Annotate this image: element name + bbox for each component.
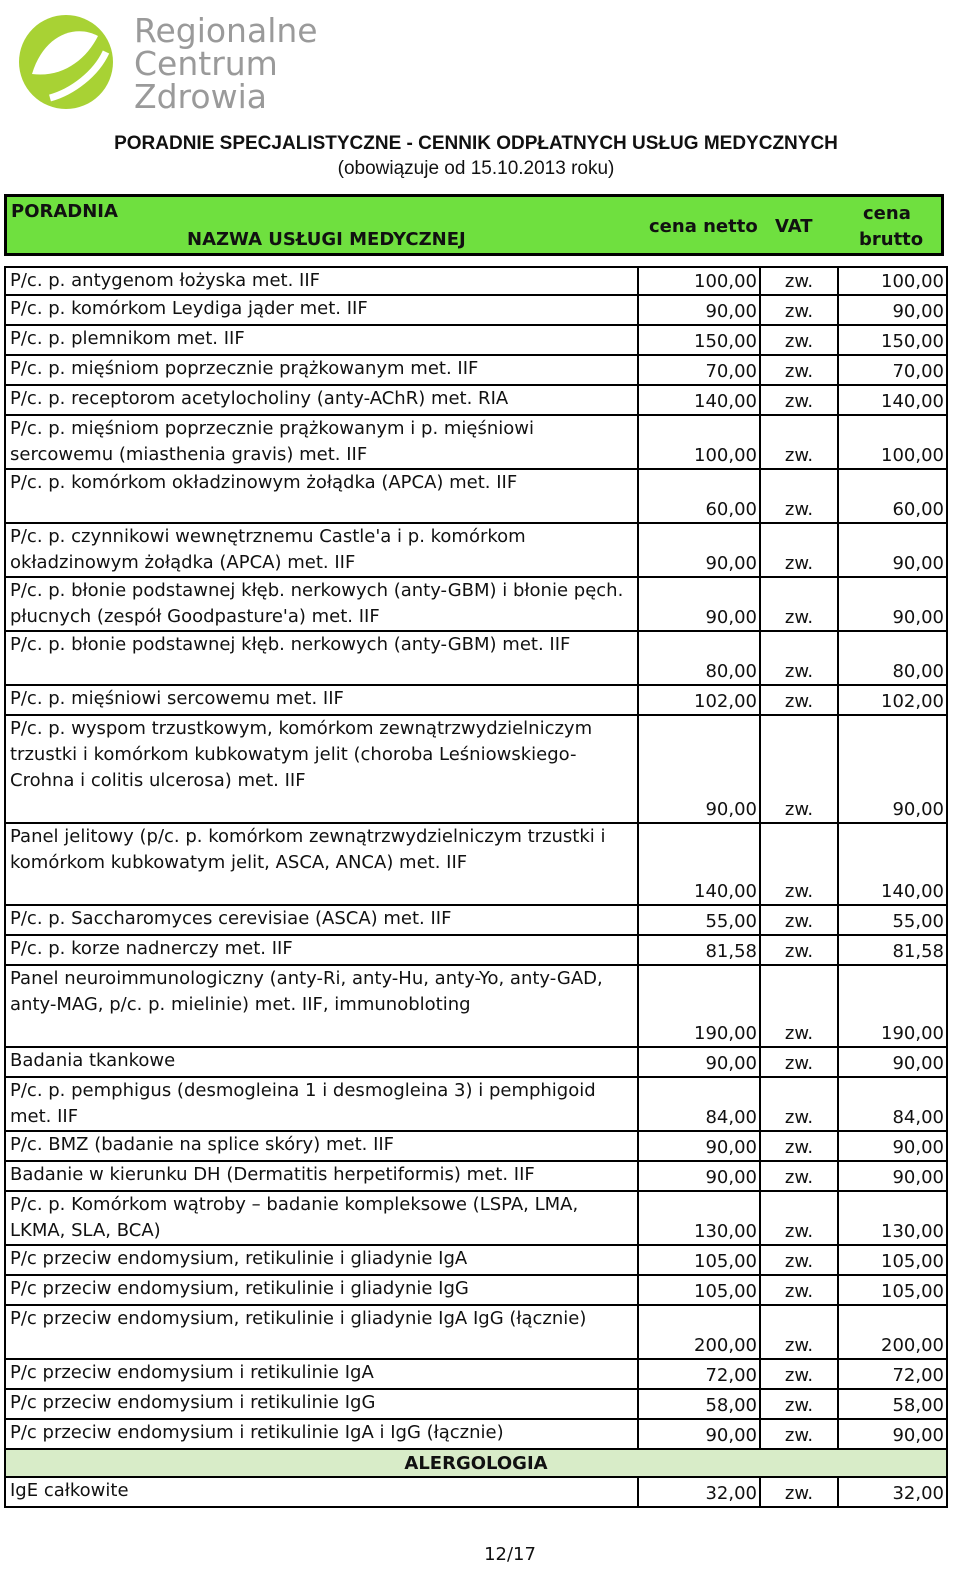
service-name: P/c. p. pemphigus (desmogleina 1 i desmogleina 3) i pemphigoid met. IIF — [4, 1078, 639, 1130]
vat-rate — [761, 416, 837, 468]
service-name: P/c przeciw endomysium, retikulinie i gliadynie IgA — [4, 1246, 639, 1274]
table-row — [4, 1306, 948, 1360]
gross-price — [837, 936, 948, 964]
net-price — [639, 1246, 761, 1274]
net-price — [639, 470, 761, 522]
gross-price — [837, 268, 948, 294]
table-row — [4, 1162, 948, 1192]
net-price — [639, 906, 761, 934]
service-name: P/c. p. wyspom trzustkowym, komórkom zewnątrzwydzielniczym trzustki i komórkom kubkowatym jelit (choroba Leśniowskiego-Crohna i colitis ulcerosa) met. IIF — [4, 716, 639, 822]
table-row — [4, 936, 948, 966]
gross-price-text: 100,00 — [881, 445, 944, 466]
table-row — [4, 578, 948, 632]
gross-price — [837, 824, 948, 904]
net-price-text: 55,00 — [705, 911, 757, 932]
vat-rate-text: zw. — [784, 1137, 814, 1158]
net-price — [639, 1162, 761, 1190]
gross-price-text: 72,00 — [892, 1365, 944, 1386]
gross-price — [837, 1420, 948, 1448]
vat-rate — [761, 296, 837, 324]
vat-rate — [761, 906, 837, 934]
vat-rate — [761, 936, 837, 964]
gross-price — [837, 966, 948, 1046]
vat-rate-text: zw. — [784, 1167, 814, 1188]
net-price — [639, 356, 761, 384]
logo-line-1: Regionalne — [134, 11, 318, 50]
table-row — [4, 906, 948, 936]
vat-rate-text: zw. — [784, 445, 814, 466]
gross-price — [837, 296, 948, 324]
gross-price — [837, 1192, 948, 1244]
service-name: P/c. p. mięśniowi sercowemu met. IIF — [4, 686, 639, 714]
net-price — [639, 716, 761, 822]
gross-price-text: 90,00 — [892, 799, 944, 820]
gross-price-text: 150,00 — [881, 331, 944, 352]
net-price — [639, 1420, 761, 1448]
gross-price — [837, 632, 948, 684]
gross-price — [837, 578, 948, 630]
vat-rate-text: zw. — [784, 607, 814, 628]
service-name: P/c. p. korze nadnerczy met. IIF — [4, 936, 639, 964]
logo-text — [134, 11, 318, 116]
vat-rate — [761, 966, 837, 1046]
vat-rate-text: zw. — [784, 911, 814, 932]
net-price-text: 90,00 — [705, 1167, 757, 1188]
table-row — [4, 326, 948, 356]
service-name: P/c. p. Komórkom wątroby – badanie kompleksowe (LSPA, LMA, LKMA, SLA, BCA) — [4, 1192, 639, 1244]
vat-rate — [761, 716, 837, 822]
vat-rate-text: zw. — [784, 1365, 814, 1386]
gross-price-text: 80,00 — [892, 661, 944, 682]
table-row — [4, 296, 948, 326]
vat-rate — [761, 470, 837, 522]
vat-rate — [761, 1192, 837, 1244]
document-subtitle: (obowiązuje od 15.10.2013 roku) — [337, 158, 615, 179]
gross-price-text: 90,00 — [892, 607, 944, 628]
net-price-text: 105,00 — [694, 1251, 757, 1272]
service-name: Panel neuroimmunologiczny (anty-Ri, anty-Hu, anty-Yo, anty-GAD, anty-MAG, p/c. p. mielinie) met. IIF, immunobloting — [4, 966, 639, 1046]
net-price — [639, 1078, 761, 1130]
gross-price-text: 100,00 — [881, 271, 944, 292]
gross-price-text: 90,00 — [892, 301, 944, 322]
service-name: P/c przeciw endomysium i retikulinie IgA — [4, 1360, 639, 1388]
gross-price-text: 105,00 — [881, 1251, 944, 1272]
net-price — [639, 936, 761, 964]
service-name: P/c. p. mięśniom poprzecznie prążkowanym i p. mięśniowi sercowemu (miasthenia gravis) met. IIF — [4, 416, 639, 468]
section-alergologia: ALERGOLOGIA — [4, 1450, 948, 1478]
gross-price-text: 102,00 — [881, 691, 944, 712]
service-name: P/c. p. Saccharomyces cerevisiae (ASCA) met. IIF — [4, 906, 639, 934]
vat-rate-text: zw. — [784, 1023, 814, 1044]
net-price-text: 140,00 — [694, 881, 757, 902]
table-row — [4, 1246, 948, 1276]
table-row — [4, 632, 948, 686]
table-row — [4, 1390, 948, 1420]
gross-price-text: 90,00 — [892, 553, 944, 574]
net-price — [639, 268, 761, 294]
net-price-text: 90,00 — [705, 553, 757, 574]
vat-rate-text: zw. — [784, 1107, 814, 1128]
net-price — [639, 966, 761, 1046]
table-row — [4, 1360, 948, 1390]
gross-price — [837, 386, 948, 414]
vat-rate — [761, 1078, 837, 1130]
vat-rate-text: zw. — [784, 391, 814, 412]
net-price-text: 100,00 — [694, 271, 757, 292]
net-price-text: 32,00 — [705, 1483, 757, 1504]
service-name: P/c. p. błonie podstawnej kłęb. nerkowych (anty-GBM) i błonie pęch. płucnych (zespół Goodpasture'a) met. IIF — [4, 578, 639, 630]
net-price-text: 84,00 — [705, 1107, 757, 1128]
service-name: P/c. p. receptorom acetylocholiny (anty-AChR) met. RIA — [4, 386, 639, 414]
vat-rate-text: zw. — [784, 499, 814, 520]
gross-price — [837, 1246, 948, 1274]
vat-rate — [761, 1048, 837, 1076]
vat-rate-text: zw. — [784, 361, 814, 382]
table-row — [4, 356, 948, 386]
vat-rate — [761, 1276, 837, 1304]
logo — [14, 8, 334, 116]
table-row — [4, 1478, 948, 1508]
net-price — [639, 1390, 761, 1418]
gross-price — [837, 356, 948, 384]
net-price — [639, 686, 761, 714]
net-price-text: 90,00 — [705, 1425, 757, 1446]
net-price — [639, 416, 761, 468]
page-number: 12/17 — [484, 1544, 536, 1565]
gross-price — [837, 1478, 948, 1506]
vat-rate — [761, 1478, 837, 1506]
gross-price — [837, 1360, 948, 1388]
net-price-text: 60,00 — [705, 499, 757, 520]
service-name: P/c. p. błonie podstawnej kłęb. nerkowych (anty-GBM) met. IIF — [4, 632, 639, 684]
net-price — [639, 578, 761, 630]
service-name: Badanie w kierunku DH (Dermatitis herpetiformis) met. IIF — [4, 1162, 639, 1190]
table-row — [4, 1132, 948, 1162]
net-price-text: 90,00 — [705, 799, 757, 820]
vat-rate — [761, 524, 837, 576]
gross-price — [837, 524, 948, 576]
net-price — [639, 1478, 761, 1506]
service-name: P/c. p. plemnikom met. IIF — [4, 326, 639, 354]
vat-rate — [761, 1390, 837, 1418]
vat-rate — [761, 268, 837, 294]
service-name: P/c przeciw endomysium i retikulinie IgA i IgG (łącznie) — [4, 1420, 639, 1448]
net-price-text: 102,00 — [694, 691, 757, 712]
net-price-text: 58,00 — [705, 1395, 757, 1416]
vat-rate — [761, 686, 837, 714]
net-price — [639, 1132, 761, 1160]
net-price-text: 150,00 — [694, 331, 757, 352]
gross-price-text: 200,00 — [881, 1335, 944, 1356]
service-name: P/c. BMZ (badanie na splice skóry) met. IIF — [4, 1132, 639, 1160]
net-price-text: 105,00 — [694, 1281, 757, 1302]
vat-rate-text: zw. — [784, 1281, 814, 1302]
vat-rate — [761, 824, 837, 904]
header-service: NAZWA USŁUGI MEDYCZNEJ — [187, 229, 466, 250]
gross-price-text: 70,00 — [892, 361, 944, 382]
net-price — [639, 326, 761, 354]
vat-rate-text: zw. — [784, 691, 814, 712]
gross-price — [837, 1048, 948, 1076]
gross-price-text: 90,00 — [892, 1425, 944, 1446]
net-price — [639, 1192, 761, 1244]
document-title: PORADNIE SPECJALISTYCZNE - CENNIK ODPŁATNYCH USŁUG MEDYCZNYCH — [114, 133, 838, 154]
gross-price — [837, 1276, 948, 1304]
header-vat: VAT — [775, 216, 813, 237]
vat-rate — [761, 1246, 837, 1274]
price-table — [4, 266, 948, 1508]
table-header — [4, 194, 944, 256]
net-price — [639, 824, 761, 904]
vat-rate — [761, 1360, 837, 1388]
gross-price — [837, 326, 948, 354]
vat-rate-text: zw. — [784, 1483, 814, 1504]
service-name: P/c przeciw endomysium, retikulinie i gliadynie IgA IgG (łącznie) — [4, 1306, 639, 1358]
vat-rate-text: zw. — [784, 301, 814, 322]
vat-rate-text: zw. — [784, 1395, 814, 1416]
vat-rate-text: zw. — [784, 799, 814, 820]
vat-rate — [761, 326, 837, 354]
gross-price-text: 84,00 — [892, 1107, 944, 1128]
vat-rate — [761, 356, 837, 384]
leaf-logo-icon — [14, 12, 122, 112]
gross-price-text: 90,00 — [892, 1053, 944, 1074]
service-name: P/c przeciw endomysium, retikulinie i gliadynie IgG — [4, 1276, 639, 1304]
vat-rate — [761, 632, 837, 684]
gross-price — [837, 906, 948, 934]
table-row — [4, 470, 948, 524]
header-gross-line2: brutto — [859, 229, 924, 250]
gross-price — [837, 1078, 948, 1130]
header-net: cena netto — [649, 216, 758, 237]
vat-rate-text: zw. — [784, 1425, 814, 1446]
gross-price-text: 90,00 — [892, 1137, 944, 1158]
table-row — [4, 686, 948, 716]
vat-rate — [761, 1162, 837, 1190]
gross-price-text: 81,58 — [892, 941, 944, 962]
header-clinic: PORADNIA — [11, 201, 118, 222]
table-row — [4, 416, 948, 470]
gross-price — [837, 1306, 948, 1358]
gross-price-text: 60,00 — [892, 499, 944, 520]
vat-rate-text: zw. — [784, 1335, 814, 1356]
vat-rate-text: zw. — [784, 941, 814, 962]
net-price-text: 72,00 — [705, 1365, 757, 1386]
table-row — [4, 266, 948, 296]
net-price-text: 90,00 — [705, 1137, 757, 1158]
gross-price-text: 140,00 — [881, 391, 944, 412]
vat-rate-text: zw. — [784, 271, 814, 292]
net-price-text: 140,00 — [694, 391, 757, 412]
vat-rate-text: zw. — [784, 661, 814, 682]
table-row — [4, 1192, 948, 1246]
net-price — [639, 296, 761, 324]
gross-price-text: 105,00 — [881, 1281, 944, 1302]
net-price — [639, 386, 761, 414]
net-price-text: 90,00 — [705, 301, 757, 322]
table-row — [4, 1078, 948, 1132]
service-name: P/c przeciw endomysium i retikulinie IgG — [4, 1390, 639, 1418]
service-name: IgE całkowite — [4, 1478, 639, 1506]
vat-rate-text: zw. — [784, 881, 814, 902]
vat-rate-text: zw. — [784, 1053, 814, 1074]
vat-rate — [761, 1132, 837, 1160]
header-gross-line1: cena — [863, 203, 911, 224]
service-name: P/c. p. komórkom okładzinowym żołądka (APCA) met. IIF — [4, 470, 639, 522]
gross-price — [837, 686, 948, 714]
net-price-text: 100,00 — [694, 445, 757, 466]
gross-price — [837, 1162, 948, 1190]
net-price — [639, 1276, 761, 1304]
net-price — [639, 524, 761, 576]
table-row — [4, 824, 948, 906]
vat-rate-text: zw. — [784, 1251, 814, 1272]
net-price-text: 80,00 — [705, 661, 757, 682]
net-price-text: 130,00 — [694, 1221, 757, 1242]
gross-price — [837, 1390, 948, 1418]
gross-price-text: 55,00 — [892, 911, 944, 932]
vat-rate — [761, 578, 837, 630]
net-price-text: 200,00 — [694, 1335, 757, 1356]
net-price-text: 90,00 — [705, 607, 757, 628]
table-row — [4, 524, 948, 578]
table-row — [4, 716, 948, 824]
gross-price-text: 140,00 — [881, 881, 944, 902]
gross-price — [837, 470, 948, 522]
service-name: Badania tkankowe — [4, 1048, 639, 1076]
net-price-text: 70,00 — [705, 361, 757, 382]
gross-price-text: 32,00 — [892, 1483, 944, 1504]
vat-rate-text: zw. — [784, 1221, 814, 1242]
vat-rate — [761, 1420, 837, 1448]
gross-price-text: 58,00 — [892, 1395, 944, 1416]
logo-line-2: Centrum — [134, 44, 278, 83]
net-price-text: 190,00 — [694, 1023, 757, 1044]
service-name: P/c. p. komórkom Leydiga jąder met. IIF — [4, 296, 639, 324]
service-name: P/c. p. czynnikowi wewnętrznemu Castle'a i p. komórkom okładzinowym żołądka (APCA) met. IIF — [4, 524, 639, 576]
logo-line-3: Zdrowia — [134, 77, 267, 116]
service-name: P/c. p. mięśniom poprzecznie prążkowanym met. IIF — [4, 356, 639, 384]
service-name: Panel jelitowy (p/c. p. komórkom zewnątrzwydzielniczym trzustki i komórkom kubkowatym jelit, ASCA, ANCA) met. IIF — [4, 824, 639, 904]
net-price-text: 81,58 — [705, 941, 757, 962]
table-row — [4, 1276, 948, 1306]
gross-price-text: 130,00 — [881, 1221, 944, 1242]
gross-price — [837, 1132, 948, 1160]
net-price — [639, 1360, 761, 1388]
vat-rate — [761, 1306, 837, 1358]
table-row — [4, 1048, 948, 1078]
gross-price — [837, 716, 948, 822]
table-row — [4, 966, 948, 1048]
table-row — [4, 386, 948, 416]
table-row — [4, 1420, 948, 1450]
net-price — [639, 1306, 761, 1358]
gross-price-text: 90,00 — [892, 1167, 944, 1188]
vat-rate — [761, 386, 837, 414]
gross-price-text: 190,00 — [881, 1023, 944, 1044]
gross-price — [837, 416, 948, 468]
vat-rate-text: zw. — [784, 553, 814, 574]
service-name: P/c. p. antygenom łożyska met. IIF — [4, 268, 639, 294]
vat-rate-text: zw. — [784, 331, 814, 352]
net-price — [639, 1048, 761, 1076]
net-price-text: 90,00 — [705, 1053, 757, 1074]
net-price — [639, 632, 761, 684]
